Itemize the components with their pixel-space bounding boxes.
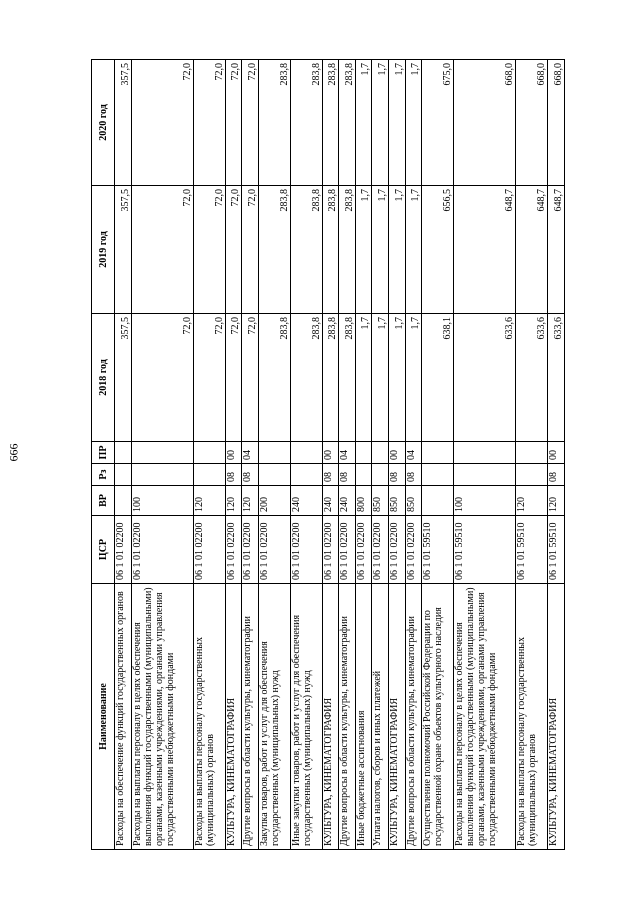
cell-2018: 283,8 <box>258 314 290 442</box>
cell-rz: 08 <box>548 464 565 486</box>
cell-csr: 06 1 01 02200 <box>339 516 356 584</box>
cell-rz <box>422 464 454 486</box>
cell-vr <box>422 486 454 516</box>
cell-2020: 1,7 <box>389 60 406 186</box>
cell-2018: 1,7 <box>372 314 389 442</box>
cell-vr <box>115 486 132 516</box>
cell-2020: 668,0 <box>454 60 516 186</box>
cell-rz <box>516 464 548 486</box>
cell-rz <box>131 464 193 486</box>
table-row <box>258 60 290 850</box>
table-row <box>454 60 516 850</box>
header-2019: 2019 год <box>92 186 115 314</box>
cell-rz <box>372 464 389 486</box>
cell-vr: 850 <box>372 486 389 516</box>
cell-2020: 1,7 <box>355 60 372 186</box>
table-row <box>339 60 356 850</box>
header-rz: Рз <box>92 464 115 486</box>
cell-vr: 800 <box>355 486 372 516</box>
cell-2018: 1,7 <box>389 314 406 442</box>
cell-pr <box>516 442 548 464</box>
cell-rz <box>355 464 372 486</box>
cell-rz: 08 <box>242 464 259 486</box>
cell-2018: 283,8 <box>339 314 356 442</box>
cell-pr <box>290 442 322 464</box>
cell-pr <box>372 442 389 464</box>
cell-vr: 120 <box>516 486 548 516</box>
cell-pr <box>454 442 516 464</box>
cell-csr: 06 1 01 59510 <box>454 516 516 584</box>
cell-vr: 240 <box>290 486 322 516</box>
budget-table <box>91 59 565 850</box>
cell-2019: 283,8 <box>322 186 339 314</box>
cell-2018: 72,0 <box>225 314 242 442</box>
cell-rz: 08 <box>225 464 242 486</box>
cell-csr: 06 1 01 02200 <box>389 516 406 584</box>
cell-rz <box>454 464 516 486</box>
cell-2020: 1,7 <box>372 60 389 186</box>
cell-2018: 72,0 <box>242 314 259 442</box>
cell-rz <box>258 464 290 486</box>
cell-name: Другие вопросы в области культуры, кинематографии <box>242 584 259 850</box>
cell-2018: 638,1 <box>422 314 454 442</box>
cell-vr: 850 <box>405 486 422 516</box>
cell-csr: 06 1 01 02200 <box>225 516 242 584</box>
cell-pr: 04 <box>242 442 259 464</box>
cell-pr <box>258 442 290 464</box>
table-row <box>405 60 422 850</box>
table-row <box>355 60 372 850</box>
table-row <box>225 60 242 850</box>
cell-name: Расходы на выплаты персоналу в целях обеспечения выполнения функций государственными (муниципальными) органами, казенными учреждениями, органами управления государственными внебюджетными фондами <box>454 584 516 850</box>
cell-pr <box>422 442 454 464</box>
cell-2018: 283,8 <box>322 314 339 442</box>
rotated-table-container <box>91 60 565 850</box>
cell-2018: 1,7 <box>355 314 372 442</box>
cell-rz <box>193 464 225 486</box>
cell-csr: 06 1 01 02200 <box>322 516 339 584</box>
cell-2018: 633,6 <box>454 314 516 442</box>
cell-2019: 648,7 <box>516 186 548 314</box>
header-csr: ЦСР <box>92 516 115 584</box>
cell-2020: 72,0 <box>242 60 259 186</box>
cell-2019: 72,0 <box>225 186 242 314</box>
cell-2019: 72,0 <box>131 186 193 314</box>
cell-2018: 633,6 <box>548 314 565 442</box>
cell-vr: 240 <box>322 486 339 516</box>
header-pr: ПР <box>92 442 115 464</box>
table-body <box>115 60 565 850</box>
cell-name: КУЛЬТУРА, КИНЕМАТОГРАФИЯ <box>548 584 565 850</box>
header-2020: 2020 год <box>92 60 115 186</box>
cell-2020: 72,0 <box>193 60 225 186</box>
cell-2020: 1,7 <box>405 60 422 186</box>
cell-vr: 850 <box>389 486 406 516</box>
cell-2019: 357,5 <box>115 186 132 314</box>
cell-2019: 283,8 <box>339 186 356 314</box>
table-row <box>290 60 322 850</box>
cell-pr <box>115 442 132 464</box>
cell-2019: 72,0 <box>242 186 259 314</box>
cell-vr: 120 <box>225 486 242 516</box>
cell-2020: 357,5 <box>115 60 132 186</box>
header-2018: 2018 год <box>92 314 115 442</box>
table-row <box>193 60 225 850</box>
cell-pr <box>193 442 225 464</box>
cell-name: Другие вопросы в области культуры, кинематографии <box>339 584 356 850</box>
cell-csr: 06 1 01 02200 <box>258 516 290 584</box>
cell-csr: 06 1 01 02200 <box>290 516 322 584</box>
cell-csr: 06 1 01 02200 <box>115 516 132 584</box>
cell-2019: 648,7 <box>454 186 516 314</box>
cell-vr: 200 <box>258 486 290 516</box>
cell-2018: 1,7 <box>405 314 422 442</box>
cell-vr: 120 <box>548 486 565 516</box>
cell-2020: 72,0 <box>225 60 242 186</box>
cell-name: Иные закупки товаров, работ и услуг для обеспечения государственных (муниципальных) нужд <box>290 584 322 850</box>
cell-2020: 668,0 <box>548 60 565 186</box>
cell-csr: 06 1 01 02200 <box>405 516 422 584</box>
cell-name: Закупка товаров, работ и услуг для обеспечения государственных (муниципальных) нужд <box>258 584 290 850</box>
cell-csr: 06 1 01 59510 <box>548 516 565 584</box>
cell-csr: 06 1 01 02200 <box>355 516 372 584</box>
cell-pr: 00 <box>322 442 339 464</box>
cell-2019: 648,7 <box>548 186 565 314</box>
cell-2018: 283,8 <box>290 314 322 442</box>
cell-name: Расходы на обеспечение функций государственных органов <box>115 584 132 850</box>
cell-name: Иные бюджетные ассигнования <box>355 584 372 850</box>
cell-name: Расходы на выплаты персоналу в целях обеспечения выполнения функций государственными (муниципальными) органами, казенными учреждениями, органами управления государственными внебюджетными фондами <box>131 584 193 850</box>
cell-csr: 06 1 01 02200 <box>242 516 259 584</box>
cell-2020: 668,0 <box>516 60 548 186</box>
cell-csr: 06 1 01 02200 <box>131 516 193 584</box>
cell-name: КУЛЬТУРА, КИНЕМАТОГРАФИЯ <box>322 584 339 850</box>
cell-pr: 04 <box>339 442 356 464</box>
cell-name: КУЛЬТУРА, КИНЕМАТОГРАФИЯ <box>225 584 242 850</box>
table-row <box>516 60 548 850</box>
cell-2018: 72,0 <box>193 314 225 442</box>
cell-2018: 357,5 <box>115 314 132 442</box>
cell-name: Уплата налогов, сборов и иных платежей <box>372 584 389 850</box>
cell-2019: 1,7 <box>405 186 422 314</box>
page-number-container <box>0 0 28 905</box>
cell-2018: 633,6 <box>516 314 548 442</box>
cell-2020: 72,0 <box>131 60 193 186</box>
cell-2019: 283,8 <box>290 186 322 314</box>
cell-csr: 06 1 01 02200 <box>372 516 389 584</box>
cell-vr: 120 <box>242 486 259 516</box>
cell-rz: 08 <box>339 464 356 486</box>
cell-2020: 283,8 <box>322 60 339 186</box>
table-row <box>548 60 565 850</box>
cell-pr: 04 <box>405 442 422 464</box>
table-header-row <box>92 60 115 850</box>
table-row <box>131 60 193 850</box>
cell-vr: 240 <box>339 486 356 516</box>
cell-name: КУЛЬТУРА, КИНЕМАТОГРАФИЯ <box>389 584 406 850</box>
table-row <box>389 60 406 850</box>
cell-pr <box>355 442 372 464</box>
cell-vr: 120 <box>193 486 225 516</box>
cell-2019: 72,0 <box>193 186 225 314</box>
cell-rz: 08 <box>405 464 422 486</box>
table-row <box>115 60 132 850</box>
cell-vr: 100 <box>454 486 516 516</box>
cell-rz <box>290 464 322 486</box>
table-row <box>422 60 454 850</box>
table-row <box>372 60 389 850</box>
cell-rz: 08 <box>389 464 406 486</box>
cell-2020: 675,0 <box>422 60 454 186</box>
cell-vr: 100 <box>131 486 193 516</box>
cell-2020: 283,8 <box>290 60 322 186</box>
cell-csr: 06 1 01 59510 <box>516 516 548 584</box>
cell-rz <box>115 464 132 486</box>
cell-pr: 00 <box>548 442 565 464</box>
cell-2018: 72,0 <box>131 314 193 442</box>
cell-2019: 656,5 <box>422 186 454 314</box>
header-vr: ВР <box>92 486 115 516</box>
page-number: 666 <box>6 443 21 462</box>
header-name: Наименование <box>92 584 115 850</box>
cell-csr: 06 1 01 02200 <box>193 516 225 584</box>
cell-csr: 06 1 01 59510 <box>422 516 454 584</box>
cell-name: Осуществление полномочий Российской Федерации по государственной охране объектов культурного наследия <box>422 584 454 850</box>
cell-2019: 1,7 <box>389 186 406 314</box>
cell-pr: 00 <box>225 442 242 464</box>
cell-name: Другие вопросы в области культуры, кинематографии <box>405 584 422 850</box>
cell-name: Расходы на выплаты персоналу государственных (муниципальных) органов <box>516 584 548 850</box>
cell-pr: 00 <box>389 442 406 464</box>
cell-rz: 08 <box>322 464 339 486</box>
table-row <box>242 60 259 850</box>
cell-2019: 1,7 <box>372 186 389 314</box>
cell-2020: 283,8 <box>258 60 290 186</box>
cell-2020: 283,8 <box>339 60 356 186</box>
table-row <box>322 60 339 850</box>
cell-2019: 1,7 <box>355 186 372 314</box>
cell-2019: 283,8 <box>258 186 290 314</box>
cell-name: Расходы на выплаты персоналу государственных (муниципальных) органов <box>193 584 225 850</box>
cell-pr <box>131 442 193 464</box>
